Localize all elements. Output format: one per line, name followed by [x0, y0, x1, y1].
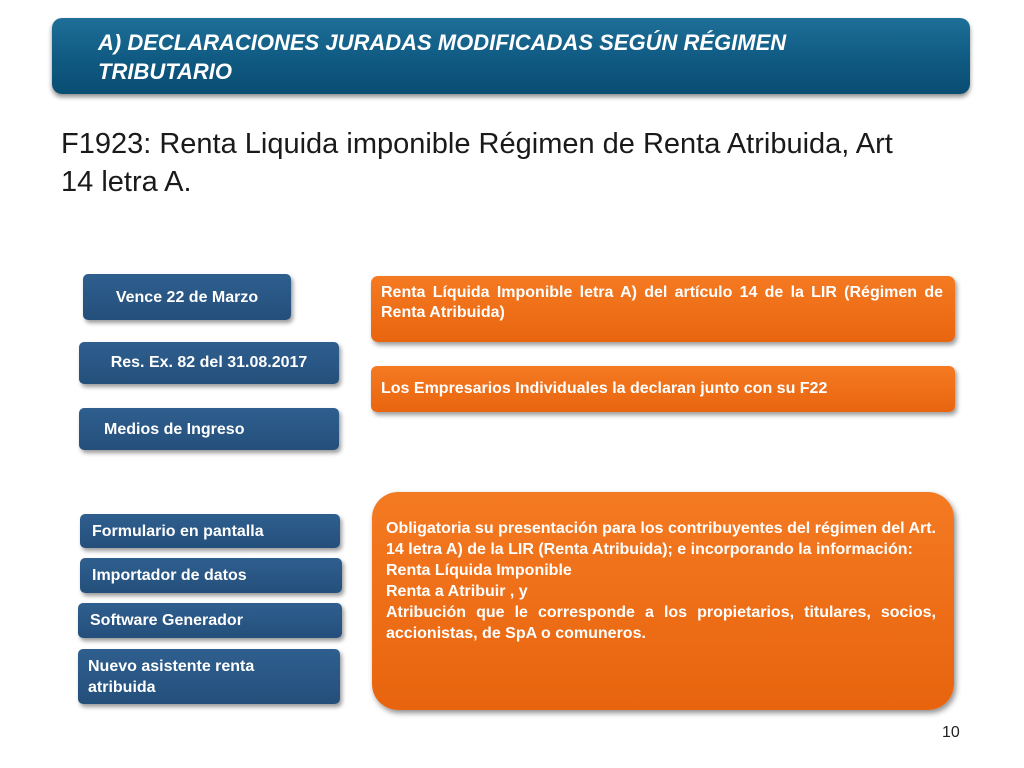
obligatoria-box — [372, 492, 954, 710]
obligatoria-intro: Obligatoria su presentación para los contribuyentes del régimen del Art. 14 letra A) de la LIR (Renta Atribuida); e incorporando la información: — [386, 520, 936, 558]
slide-title: F1923: Renta Liquida imponible Régimen de Renta Atribuida, Art 14 letra A. — [61, 128, 893, 198]
item-renta-liquida: Renta Líquida Imponible — [386, 562, 572, 579]
header-banner — [52, 18, 970, 94]
empresarios-box: Los Empresarios Individuales la declaran junto con su F22 — [371, 366, 955, 412]
resolucion-badge: Res. Ex. 82 del 31.08.2017 — [79, 342, 339, 384]
importador-datos-item: Importador de datos — [80, 558, 342, 593]
nuevo-asistente-item: Nuevo asistente renta atribuida — [78, 649, 340, 704]
item-renta-atribuir: Renta a Atribuir , y — [386, 583, 528, 600]
formulario-pantalla-item: Formulario en pantalla — [80, 514, 340, 548]
item-atribucion: Atribución que le corresponde a los propietarios, titulares, socios, accionistas, de SpA o comuneros. — [386, 604, 936, 642]
header-title: A) DECLARACIONES JURADAS MODIFICADAS SEGÚN RÉGIMEN TRIBUTARIO — [98, 30, 787, 84]
renta-liquida-box: Renta Líquida Imponible letra A) del artículo 14 de la LIR (Régimen de Renta Atribuida) — [371, 276, 955, 342]
software-generador-item: Software Generador — [78, 603, 342, 638]
vence-badge: Vence 22 de Marzo — [83, 274, 291, 320]
page-number: 10 — [942, 724, 960, 741]
medios-ingreso-badge: Medios de Ingreso — [79, 408, 339, 450]
